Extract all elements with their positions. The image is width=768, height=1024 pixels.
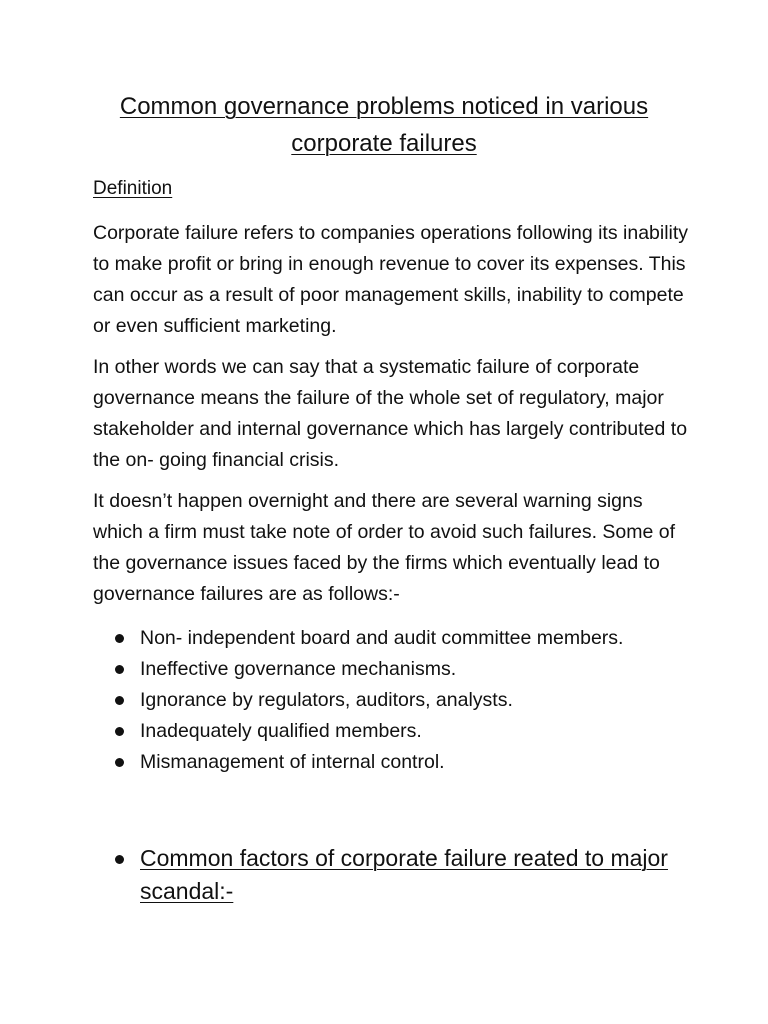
bullet-icon [115,758,124,767]
list-item [93,685,653,716]
bullet-icon [115,696,124,705]
bullet-icon [115,665,124,674]
section-heading: Common factors of corporate failure reated to major scandal:- [140,845,668,904]
list-item [93,747,653,778]
list-item [93,654,653,685]
list-item-text: Inadequately qualified members. [140,720,422,742]
bullet-icon [115,634,124,643]
paragraph-warning-signs: It doesn’t happen overnight and there are several warning signs which a firm must take note of order to avoid such failures. Some of the governance issues faced by the firms which eventually lead to governance failures are as follows:- [93,490,676,605]
list-item-text: Mismanagement of internal control. [140,751,445,773]
governance-issues-list [93,623,653,778]
list-item [93,716,653,747]
list-item-text: Non- independent board and audit committee members. [140,627,624,649]
paragraph-definition: Corporate failure refers to companies operations following its inability to make profit or bring in enough revenue to cover its expenses. This can occur as a result of poor management skills, inability to compete or even sufficient marketing. [93,222,689,337]
section-heading-item [93,842,673,908]
document-title: Common governance problems noticed in various corporate failures [119,93,649,157]
section-heading-list [93,842,673,908]
definition-heading: Definition [93,178,173,199]
list-item-text: Ineffective governance mechanisms. [140,658,457,680]
list-item-text: Ignorance by regulators, auditors, analysts. [140,689,513,711]
bullet-icon [115,855,124,864]
paragraph-systematic-failure: In other words we can say that a systematic failure of corporate governance means the failure of the whole set of regulatory, major stakeholder and internal governance which has largely contributed to the on- going financial crisis. [93,356,688,471]
bullet-icon [115,727,124,736]
list-item [93,623,653,654]
